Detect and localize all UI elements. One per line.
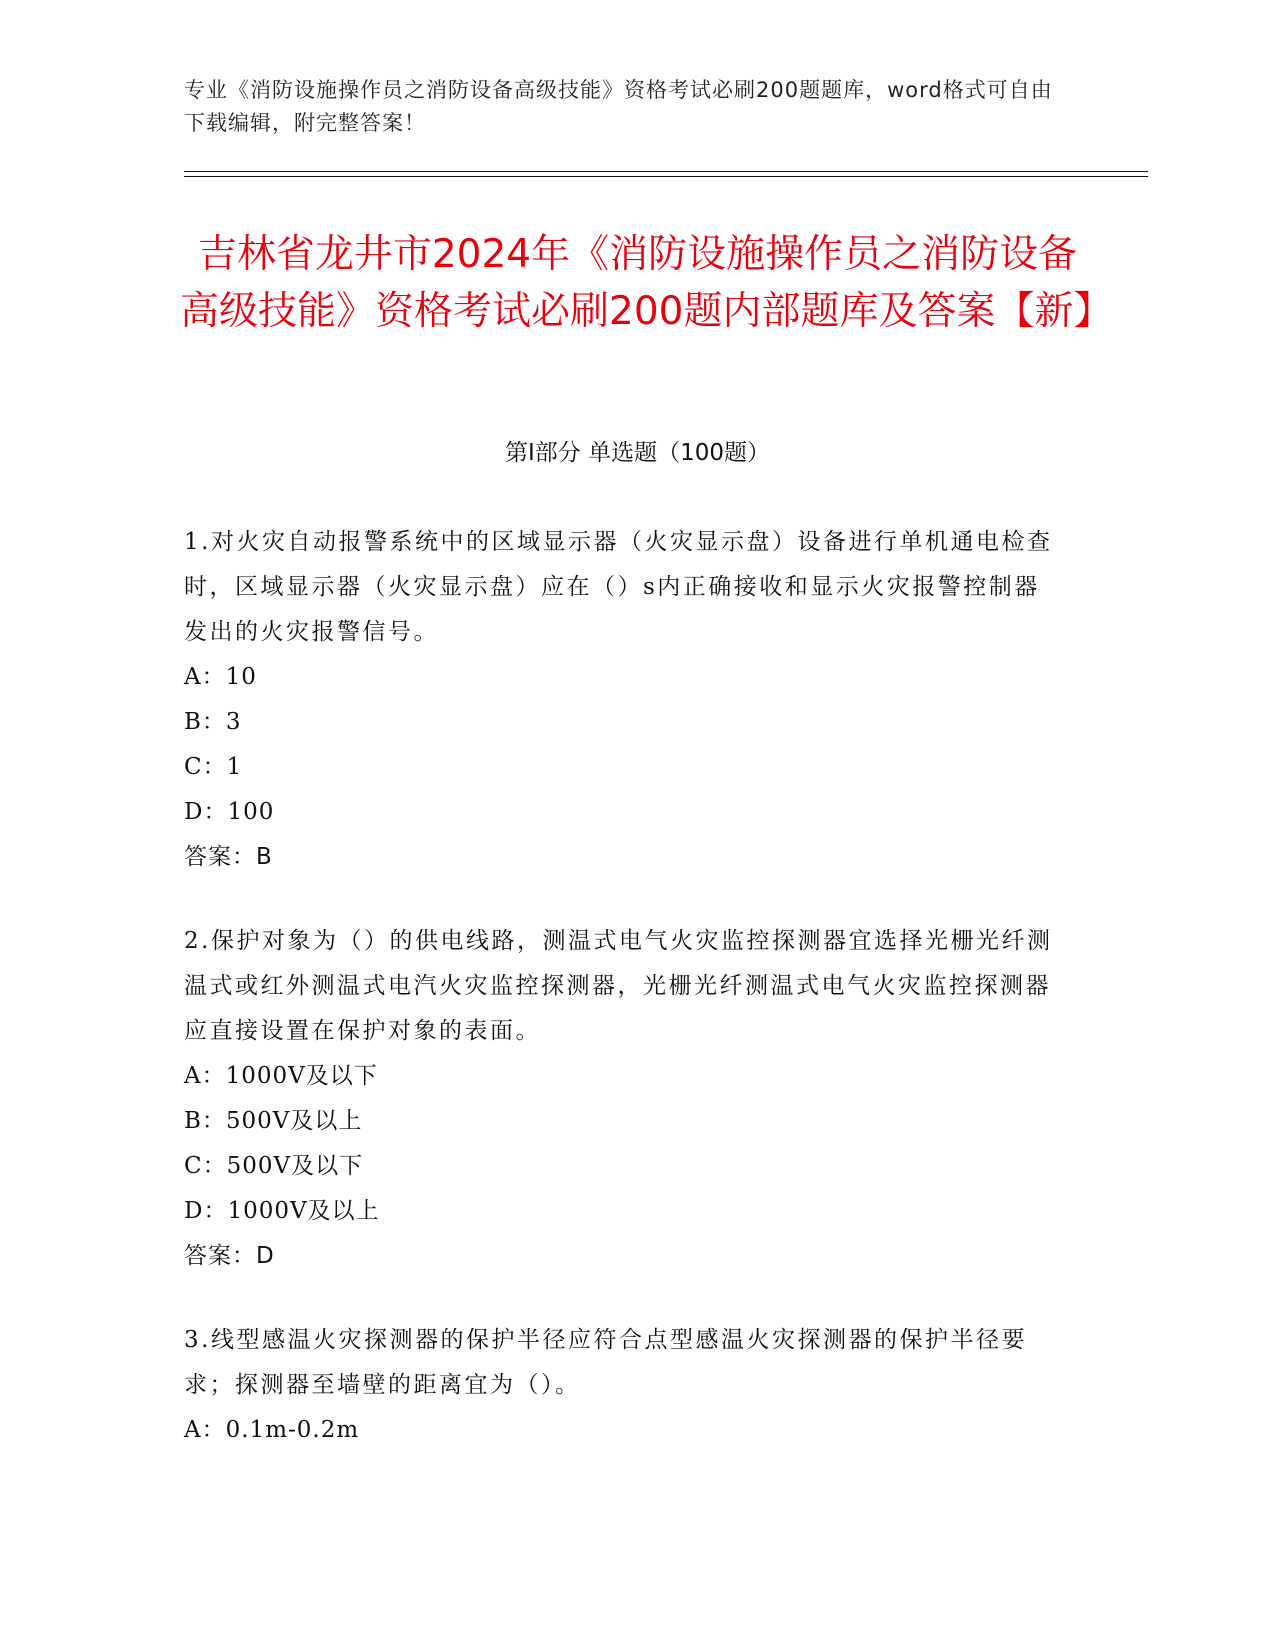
header-rule-top — [184, 171, 1148, 172]
question-stem: 2.保护对象为（）的供电线路，测温式电气火灾监控探测器宜选择光栅光纤测温式或红外测温式电汽火灾监控探测器，光栅光纤测温式电气火灾监控探测器应直接设置在保护对象的表面。 — [184, 928, 1053, 1044]
document-title: 吉林省龙井市2024年《消防设施操作员之消防设备高级技能》资格考试必刷200题内部题库及答案【新】 — [180, 232, 1113, 334]
question-3 — [184, 1318, 1064, 1453]
option-b: B：500V及以上 — [184, 1108, 363, 1134]
option-b: B：3 — [184, 709, 242, 735]
option-a: A：1000V及以下 — [184, 1063, 378, 1089]
question-stem: 3.线型感温火灾探测器的保护半径应符合点型感温火灾探测器的保护半径要求；探测器至墙壁的距离宜为（）。 — [184, 1327, 1027, 1398]
answer-value: D — [256, 1243, 274, 1269]
question-list — [184, 525, 1064, 1497]
answer-value: B — [256, 844, 272, 870]
answer-label: 答案： — [184, 844, 256, 870]
answer-label: 答案： — [184, 1243, 256, 1269]
question-2 — [184, 919, 1064, 1279]
question-stem: 1.对火灾自动报警系统中的区域显示器（火灾显示盘）设备进行单机通电检查时，区域显示器（火灾显示盘）应在（）s内正确接收和显示火灾报警控制器发出的火灾报警信号。 — [184, 529, 1053, 645]
option-a: A：10 — [184, 664, 257, 690]
option-c: C：1 — [184, 754, 243, 780]
section-heading: 第Ⅰ部分 单选题（100题） — [505, 440, 770, 466]
option-d: D：100 — [184, 799, 275, 825]
answer-line — [184, 1234, 1064, 1279]
option-d: D：1000V及以上 — [184, 1198, 380, 1224]
header-rule-bottom — [184, 176, 1148, 177]
option-c: C：500V及以下 — [184, 1153, 364, 1179]
question-1 — [184, 520, 1064, 880]
answer-line — [184, 835, 1064, 880]
option-a: A：0.1m-0.2m — [184, 1417, 360, 1443]
header-note: 专业《消防设施操作员之消防设备高级技能》资格考试必刷200题题库，word格式可自由下载编辑，附完整答案！ — [184, 78, 1053, 135]
